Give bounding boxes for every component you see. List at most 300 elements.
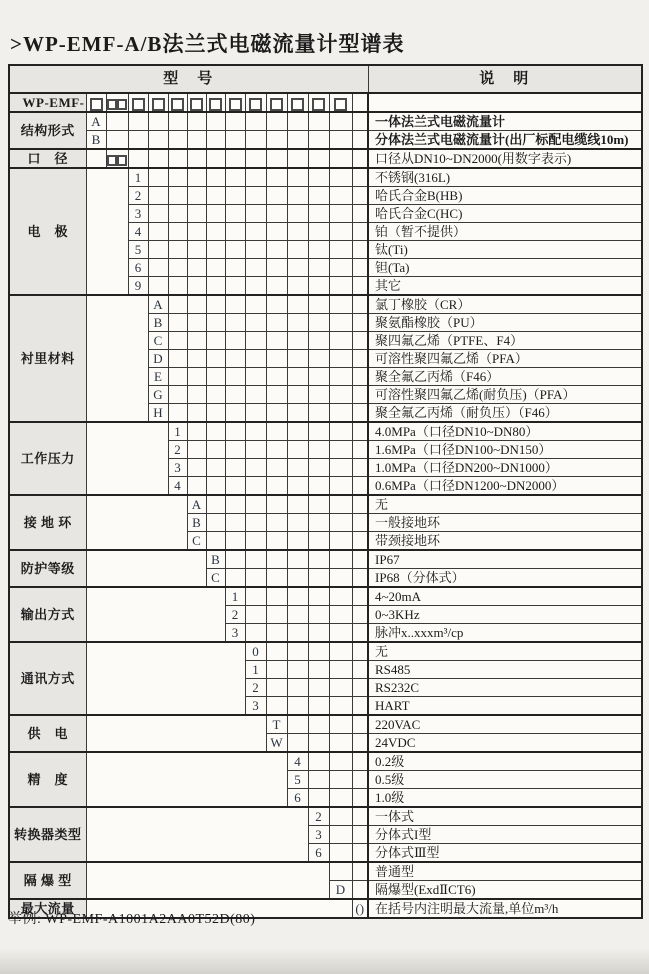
grid-cell — [206, 241, 225, 259]
grid-cell — [329, 532, 352, 551]
grid-cell — [352, 168, 368, 187]
grid-cell — [329, 477, 352, 496]
grid-cell — [206, 386, 225, 404]
description-cell: 脉冲x..xxxm³/cp — [368, 624, 642, 643]
description-cell: 普通型 — [368, 862, 642, 881]
description-cell: 分体法兰式电磁流量计(出厂标配电缆线10m) — [368, 131, 642, 150]
grid-cell — [352, 149, 368, 168]
grid-cell — [266, 112, 287, 131]
grid-cell — [225, 187, 245, 205]
grid-cell — [329, 168, 352, 187]
grid-cell — [352, 314, 368, 332]
grid-cell — [308, 112, 329, 131]
grid-cell — [187, 350, 206, 368]
grid-cell — [187, 441, 206, 459]
category-label: 输出方式 — [9, 587, 86, 642]
category-label: 通讯方式 — [9, 642, 86, 715]
description-cell: 可溶性聚四氟乙烯(耐负压)（PFA） — [368, 386, 642, 404]
model-digit-box — [152, 98, 165, 111]
grid-cell — [168, 168, 187, 187]
grid-cell — [206, 514, 225, 532]
code-cell: 2 — [128, 187, 148, 205]
grid-cell — [187, 459, 206, 477]
description-cell: 0~3KHz — [368, 606, 642, 624]
grid-cell — [225, 332, 245, 350]
grid-cell — [225, 131, 245, 150]
grid-cell — [329, 844, 352, 863]
grid-cell — [308, 606, 329, 624]
category-label: 最大流量 — [9, 899, 86, 918]
grid-cell — [225, 441, 245, 459]
category-label: 精 度 — [9, 752, 86, 807]
model-prefix-cell: WP-EMF- — [9, 93, 86, 112]
category-label: 口 径 — [9, 149, 86, 168]
blank-region — [86, 807, 308, 862]
grid-cell — [287, 277, 308, 296]
grid-cell — [266, 569, 287, 588]
grid-cell — [245, 606, 266, 624]
blank-region — [86, 295, 148, 422]
grid-cell — [287, 624, 308, 643]
model-digit-box — [249, 98, 262, 111]
grid-cell — [168, 131, 187, 150]
description-cell: 0.6MPa（口径DN1200~DN2000） — [368, 477, 642, 496]
grid-cell — [225, 514, 245, 532]
grid-cell — [352, 112, 368, 131]
code-cell: 3 — [308, 826, 329, 844]
grid-cell — [206, 223, 225, 241]
description-cell: IP67 — [368, 550, 642, 569]
grid-cell — [245, 532, 266, 551]
grid-cell — [329, 569, 352, 588]
code-cell: C — [148, 332, 168, 350]
code-cell: 3 — [168, 459, 187, 477]
header-row — [9, 65, 642, 93]
grid-cell — [329, 277, 352, 296]
grid-cell — [308, 422, 329, 441]
code-cell: 2 — [308, 807, 329, 826]
grid-cell — [352, 295, 368, 314]
table-row — [9, 112, 642, 131]
grid-cell — [266, 168, 287, 187]
description-cell: 隔爆型(ExdⅡCT6) — [368, 881, 642, 900]
grid-cell — [106, 112, 128, 131]
code-cell: () — [352, 899, 368, 918]
grid-cell — [225, 495, 245, 514]
grid-cell — [352, 771, 368, 789]
page-title: >WP-EMF-A/B法兰式电磁流量计型谱表 — [10, 32, 405, 56]
blank-region — [86, 550, 206, 587]
grid-cell — [287, 149, 308, 168]
grid-cell — [148, 241, 168, 259]
grid-cell — [148, 187, 168, 205]
grid-cell — [352, 606, 368, 624]
code-cell: 1 — [225, 587, 245, 606]
grid-cell — [352, 187, 368, 205]
description-cell: 1.0MPa（口径DN200~DN1000） — [368, 459, 642, 477]
blank-region — [86, 862, 329, 899]
code-cell: 2 — [245, 679, 266, 697]
grid-cell — [352, 422, 368, 441]
grid-cell — [287, 332, 308, 350]
grid-cell — [287, 131, 308, 150]
description-cell — [368, 93, 642, 112]
grid-cell — [245, 350, 266, 368]
grid-cell — [352, 679, 368, 697]
grid-cell — [245, 404, 266, 423]
header-model: 型 号 — [9, 65, 368, 93]
grid-cell — [287, 368, 308, 386]
grid-cell — [266, 459, 287, 477]
grid-cell — [245, 422, 266, 441]
code-cell: B — [187, 514, 206, 532]
description-cell: 哈氏合金C(HC) — [368, 205, 642, 223]
grid-cell — [148, 205, 168, 223]
grid-cell — [329, 149, 352, 168]
grid-cell — [206, 168, 225, 187]
grid-cell — [266, 495, 287, 514]
grid-cell — [148, 168, 168, 187]
model-digit-box — [334, 98, 347, 111]
blank-region — [86, 495, 187, 550]
grid-cell — [308, 277, 329, 296]
grid-cell — [206, 277, 225, 296]
grid-cell — [206, 314, 225, 332]
grid-cell — [308, 532, 329, 551]
grid-cell — [245, 459, 266, 477]
grid-cell — [308, 223, 329, 241]
category-label: 结构形式 — [9, 112, 86, 149]
model-digit-box — [190, 98, 203, 111]
blank-region — [86, 149, 106, 168]
header-desc: 说 明 — [368, 65, 642, 93]
grid-cell — [329, 187, 352, 205]
code-cell: 2 — [168, 441, 187, 459]
grid-cell — [148, 112, 168, 131]
code-cell — [329, 862, 352, 881]
description-cell: 铂（暂不提供） — [368, 223, 642, 241]
grid-cell — [308, 495, 329, 514]
grid-cell — [287, 223, 308, 241]
grid-cell — [187, 223, 206, 241]
description-cell: RS485 — [368, 661, 642, 679]
grid-cell — [329, 679, 352, 697]
grid-cell — [352, 715, 368, 734]
grid-cell — [308, 514, 329, 532]
blank-region — [86, 422, 168, 495]
description-cell: 在括号内注明最大流量,单位m³/h — [368, 899, 642, 918]
grid-cell — [266, 277, 287, 296]
table-row — [9, 862, 642, 881]
grid-cell — [329, 606, 352, 624]
model-digit-box — [229, 98, 242, 111]
code-cell: A — [148, 295, 168, 314]
blank-region — [86, 752, 287, 807]
grid-cell — [308, 350, 329, 368]
grid-cell — [308, 642, 329, 661]
grid-cell — [352, 587, 368, 606]
description-cell: 一体式 — [368, 807, 642, 826]
grid-cell — [206, 187, 225, 205]
grid-cell — [206, 422, 225, 441]
grid-cell — [287, 168, 308, 187]
grid-cell — [329, 404, 352, 423]
grid-cell — [287, 350, 308, 368]
model-box-cell — [86, 93, 106, 112]
grid-cell — [187, 368, 206, 386]
model-box-cell — [225, 93, 245, 112]
grid-cell — [206, 112, 225, 131]
grid-cell — [266, 386, 287, 404]
grid-cell — [225, 477, 245, 496]
grid-cell — [329, 295, 352, 314]
grid-cell — [187, 205, 206, 223]
table-row — [9, 149, 642, 168]
grid-cell — [287, 569, 308, 588]
code-cell: 4 — [168, 477, 187, 496]
grid-cell — [148, 259, 168, 277]
code-cell: B — [206, 550, 225, 569]
model-digit-box — [209, 98, 222, 111]
grid-cell — [187, 168, 206, 187]
grid-cell — [308, 149, 329, 168]
table-row — [9, 587, 642, 606]
grid-cell — [245, 495, 266, 514]
grid-cell — [329, 223, 352, 241]
grid-cell — [308, 550, 329, 569]
grid-cell — [168, 259, 187, 277]
code-cell: C — [187, 532, 206, 551]
grid-cell — [287, 550, 308, 569]
model-digit-box — [107, 99, 117, 110]
description-cell: 聚四氟乙烯（PTFE、F4） — [368, 332, 642, 350]
model-digit-box — [117, 99, 127, 110]
grid-cell — [352, 844, 368, 863]
description-cell: 钛(Ti) — [368, 241, 642, 259]
grid-cell — [245, 149, 266, 168]
description-cell: 聚氨酯橡胶（PU） — [368, 314, 642, 332]
model-box-cell — [168, 93, 187, 112]
description-cell: 一般接地环 — [368, 514, 642, 532]
grid-cell — [329, 241, 352, 259]
grid-cell — [287, 734, 308, 753]
code-cell — [106, 149, 128, 168]
model-digit-box — [107, 155, 117, 166]
code-cell: B — [86, 131, 106, 150]
grid-cell — [245, 187, 266, 205]
table-row — [9, 807, 642, 826]
grid-cell — [225, 404, 245, 423]
grid-cell — [168, 332, 187, 350]
code-cell: 3 — [128, 205, 148, 223]
grid-cell — [148, 149, 168, 168]
code-cell: 4 — [128, 223, 148, 241]
description-cell: 不锈钢(316L) — [368, 168, 642, 187]
description-cell: RS232C — [368, 679, 642, 697]
grid-cell — [329, 789, 352, 808]
grid-cell — [206, 404, 225, 423]
grid-cell — [352, 477, 368, 496]
model-box-row — [9, 93, 642, 112]
grid-cell — [329, 807, 352, 826]
grid-cell — [308, 441, 329, 459]
grid-cell — [329, 459, 352, 477]
category-label: 防护等级 — [9, 550, 86, 587]
grid-cell — [352, 223, 368, 241]
grid-cell — [106, 131, 128, 150]
table-row — [9, 550, 642, 569]
grid-cell — [206, 295, 225, 314]
grid-cell — [225, 314, 245, 332]
grid-cell — [308, 569, 329, 588]
grid-cell — [168, 386, 187, 404]
grid-cell — [245, 241, 266, 259]
grid-cell — [168, 205, 187, 223]
grid-cell — [128, 131, 148, 150]
grid-cell — [352, 807, 368, 826]
description-cell: 分体式I型 — [368, 826, 642, 844]
grid-cell — [187, 112, 206, 131]
grid-cell — [287, 459, 308, 477]
code-cell: 1 — [128, 168, 148, 187]
grid-cell — [308, 386, 329, 404]
grid-cell — [187, 332, 206, 350]
grid-cell — [329, 112, 352, 131]
grid-cell — [329, 697, 352, 716]
grid-cell — [245, 332, 266, 350]
grid-cell — [225, 422, 245, 441]
grid-cell — [308, 459, 329, 477]
grid-cell — [329, 550, 352, 569]
description-cell: 一体法兰式电磁流量计 — [368, 112, 642, 131]
grid-cell — [245, 550, 266, 569]
model-digit-box — [291, 98, 304, 111]
grid-cell — [308, 314, 329, 332]
description-cell: 24VDC — [368, 734, 642, 753]
grid-cell — [245, 569, 266, 588]
grid-cell — [266, 223, 287, 241]
grid-cell — [266, 587, 287, 606]
grid-cell — [308, 187, 329, 205]
grid-cell — [187, 295, 206, 314]
table-row — [9, 422, 642, 441]
grid-cell — [225, 295, 245, 314]
grid-cell — [352, 350, 368, 368]
code-cell: 5 — [128, 241, 148, 259]
table-row — [9, 295, 642, 314]
blank-region — [86, 642, 245, 715]
code-cell: 9 — [128, 277, 148, 296]
code-cell: W — [266, 734, 287, 753]
grid-cell — [352, 734, 368, 753]
model-box-cell — [187, 93, 206, 112]
code-cell: G — [148, 386, 168, 404]
grid-cell — [168, 241, 187, 259]
table-row — [9, 131, 642, 150]
grid-cell — [168, 314, 187, 332]
grid-cell — [352, 386, 368, 404]
grid-cell — [308, 332, 329, 350]
category-label: 接 地 环 — [9, 495, 86, 550]
table-row — [9, 642, 642, 661]
grid-cell — [329, 314, 352, 332]
code-cell: C — [206, 569, 225, 588]
grid-cell — [329, 131, 352, 150]
code-cell: H — [148, 404, 168, 423]
grid-cell — [245, 295, 266, 314]
description-cell: 带颈接地环 — [368, 532, 642, 551]
grid-cell — [352, 441, 368, 459]
grid-cell — [168, 368, 187, 386]
grid-cell — [308, 241, 329, 259]
grid-cell — [168, 295, 187, 314]
grid-cell — [308, 368, 329, 386]
grid-cell — [287, 606, 308, 624]
model-digit-box — [312, 98, 325, 111]
grid-cell — [225, 223, 245, 241]
grid-cell — [266, 314, 287, 332]
grid-cell — [266, 241, 287, 259]
grid-cell — [245, 441, 266, 459]
grid-cell — [168, 223, 187, 241]
grid-cell — [206, 477, 225, 496]
table-row — [9, 752, 642, 771]
model-box-cell — [128, 93, 148, 112]
grid-cell — [287, 514, 308, 532]
grid-cell — [352, 697, 368, 716]
model-box-cell — [287, 93, 308, 112]
model-box-cell — [266, 93, 287, 112]
code-cell: 3 — [225, 624, 245, 643]
description-cell: IP68（分体式） — [368, 569, 642, 588]
grid-cell — [187, 404, 206, 423]
grid-cell — [128, 149, 148, 168]
table-row — [9, 168, 642, 187]
grid-cell — [352, 277, 368, 296]
description-cell: 口径从DN10~DN2000(用数字表示) — [368, 149, 642, 168]
category-label: 电 极 — [9, 168, 86, 295]
code-cell: 6 — [128, 259, 148, 277]
description-cell: 分体式Ⅲ型 — [368, 844, 642, 863]
code-cell: 0 — [245, 642, 266, 661]
code-cell: B — [148, 314, 168, 332]
grid-cell — [287, 314, 308, 332]
grid-cell — [266, 149, 287, 168]
model-box-cell — [148, 93, 168, 112]
grid-cell — [308, 715, 329, 734]
grid-cell — [352, 495, 368, 514]
grid-cell — [168, 112, 187, 131]
table-row — [9, 495, 642, 514]
grid-cell — [266, 642, 287, 661]
grid-cell — [329, 386, 352, 404]
grid-cell — [187, 187, 206, 205]
grid-cell — [245, 277, 266, 296]
grid-cell — [329, 587, 352, 606]
grid-cell — [225, 368, 245, 386]
description-cell: 可溶性聚四氟乙烯（PFA） — [368, 350, 642, 368]
grid-cell — [225, 277, 245, 296]
grid-cell — [308, 587, 329, 606]
grid-cell — [329, 350, 352, 368]
grid-cell — [245, 314, 266, 332]
grid-cell — [225, 386, 245, 404]
grid-cell — [308, 679, 329, 697]
grid-cell — [287, 187, 308, 205]
description-cell: 无 — [368, 642, 642, 661]
grid-cell — [352, 205, 368, 223]
grid-cell — [266, 661, 287, 679]
